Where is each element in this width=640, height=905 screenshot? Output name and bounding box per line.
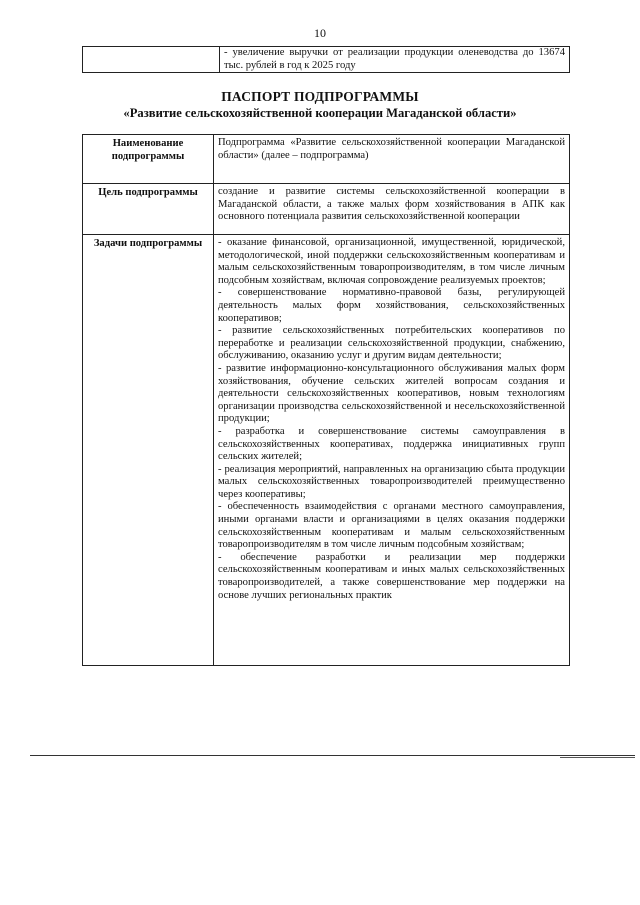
task-item: - развитие информационно-консультационного обслуживания малых форм хозяйствования, обучение сельских жителей вопросам создания и деятельности сельскохозяйственных кооперативов, новым технологиям организации производства сельскохозяйственной и несельскохозяйственной продукции; bbox=[218, 362, 565, 425]
passport-table bbox=[82, 134, 570, 666]
page-number: 10 bbox=[314, 26, 326, 40]
page-subtitle: «Развитие сельскохозяйственной кооперации Магаданской области» bbox=[123, 106, 517, 120]
label-tasks: Задачи подпрограммы bbox=[83, 235, 214, 666]
scan-divider-line bbox=[560, 757, 635, 758]
table-row-name bbox=[83, 135, 570, 184]
value-goal: создание и развитие системы сельскохозяйственной кооперации в Магаданской области, а также малых форм хозяйствования в АПК как основного потенциала развития сельскохозяйственной кооперации bbox=[214, 184, 570, 235]
task-item: - совершенствование нормативно-правовой базы, регулирующей деятельность малых форм хозяйствования, сельскохозяйственных кооперативов; bbox=[218, 287, 565, 324]
task-item: - реализация мероприятий, направленных на организацию сбыта продукции малых сельскохозяйственных товаропроизводителей преимущественно через кооперативы; bbox=[218, 463, 565, 500]
task-item: - обеспечение разработки и реализации мер поддержки сельскохозяйственным кооперативам и иных малых сельскохозяйственных товаропроизводителей, а также совершенствование мер поддержки на основе лучших региональных практик bbox=[218, 551, 565, 601]
label-name: Наименование подпрограммы bbox=[83, 135, 214, 184]
table-row-tasks bbox=[83, 235, 570, 666]
task-item: - развитие сельскохозяйственных потребительских кооперативов по переработке и реализации сельскохозяйственной продукции, снабжению, обслуживанию, оказанию услуг и другим видам деятельности; bbox=[218, 325, 565, 362]
table-row-goal bbox=[83, 184, 570, 235]
revenue-target-text: - увеличение выручки от реализации продукции оленеводства до 13674 тыс. рублей в год к 2025 году bbox=[220, 47, 570, 73]
continuation-table bbox=[82, 46, 570, 73]
task-item: - обеспеченность взаимодействия с органами местного самоуправления, иными органами власти и организациями в целях оказания поддержки сельскохозяйственным кооперативам и малым сельскохозяйственным товаропроизводителям в том числе личным подсобным хозяйствам; bbox=[218, 501, 565, 551]
scan-divider-line bbox=[30, 755, 635, 756]
page-title: ПАСПОРТ ПОДПРОГРАММЫ bbox=[221, 89, 419, 104]
task-item: - разработка и совершенствование системы самоуправления в сельскохозяйственных кооперативах, поддержка инициативных групп сельских жителей; bbox=[218, 425, 565, 463]
label-goal: Цель подпрограммы bbox=[83, 184, 214, 235]
task-item: - оказание финансовой, организационной, имущественной, юридической, методологической, иной поддержки сельскохозяйственным кооперативам и малым сельскохозяйственным товаропроизводителям, в том числе личным подсобным хозяйствам, включая сопровождение реализуемых проектов; bbox=[218, 237, 565, 286]
value-name: Подпрограмма «Развитие сельскохозяйственной кооперации Магаданской области» (далее – подпрограмма) bbox=[214, 135, 570, 184]
empty-cell bbox=[83, 47, 220, 73]
table-row bbox=[83, 47, 570, 73]
value-tasks bbox=[214, 235, 570, 666]
